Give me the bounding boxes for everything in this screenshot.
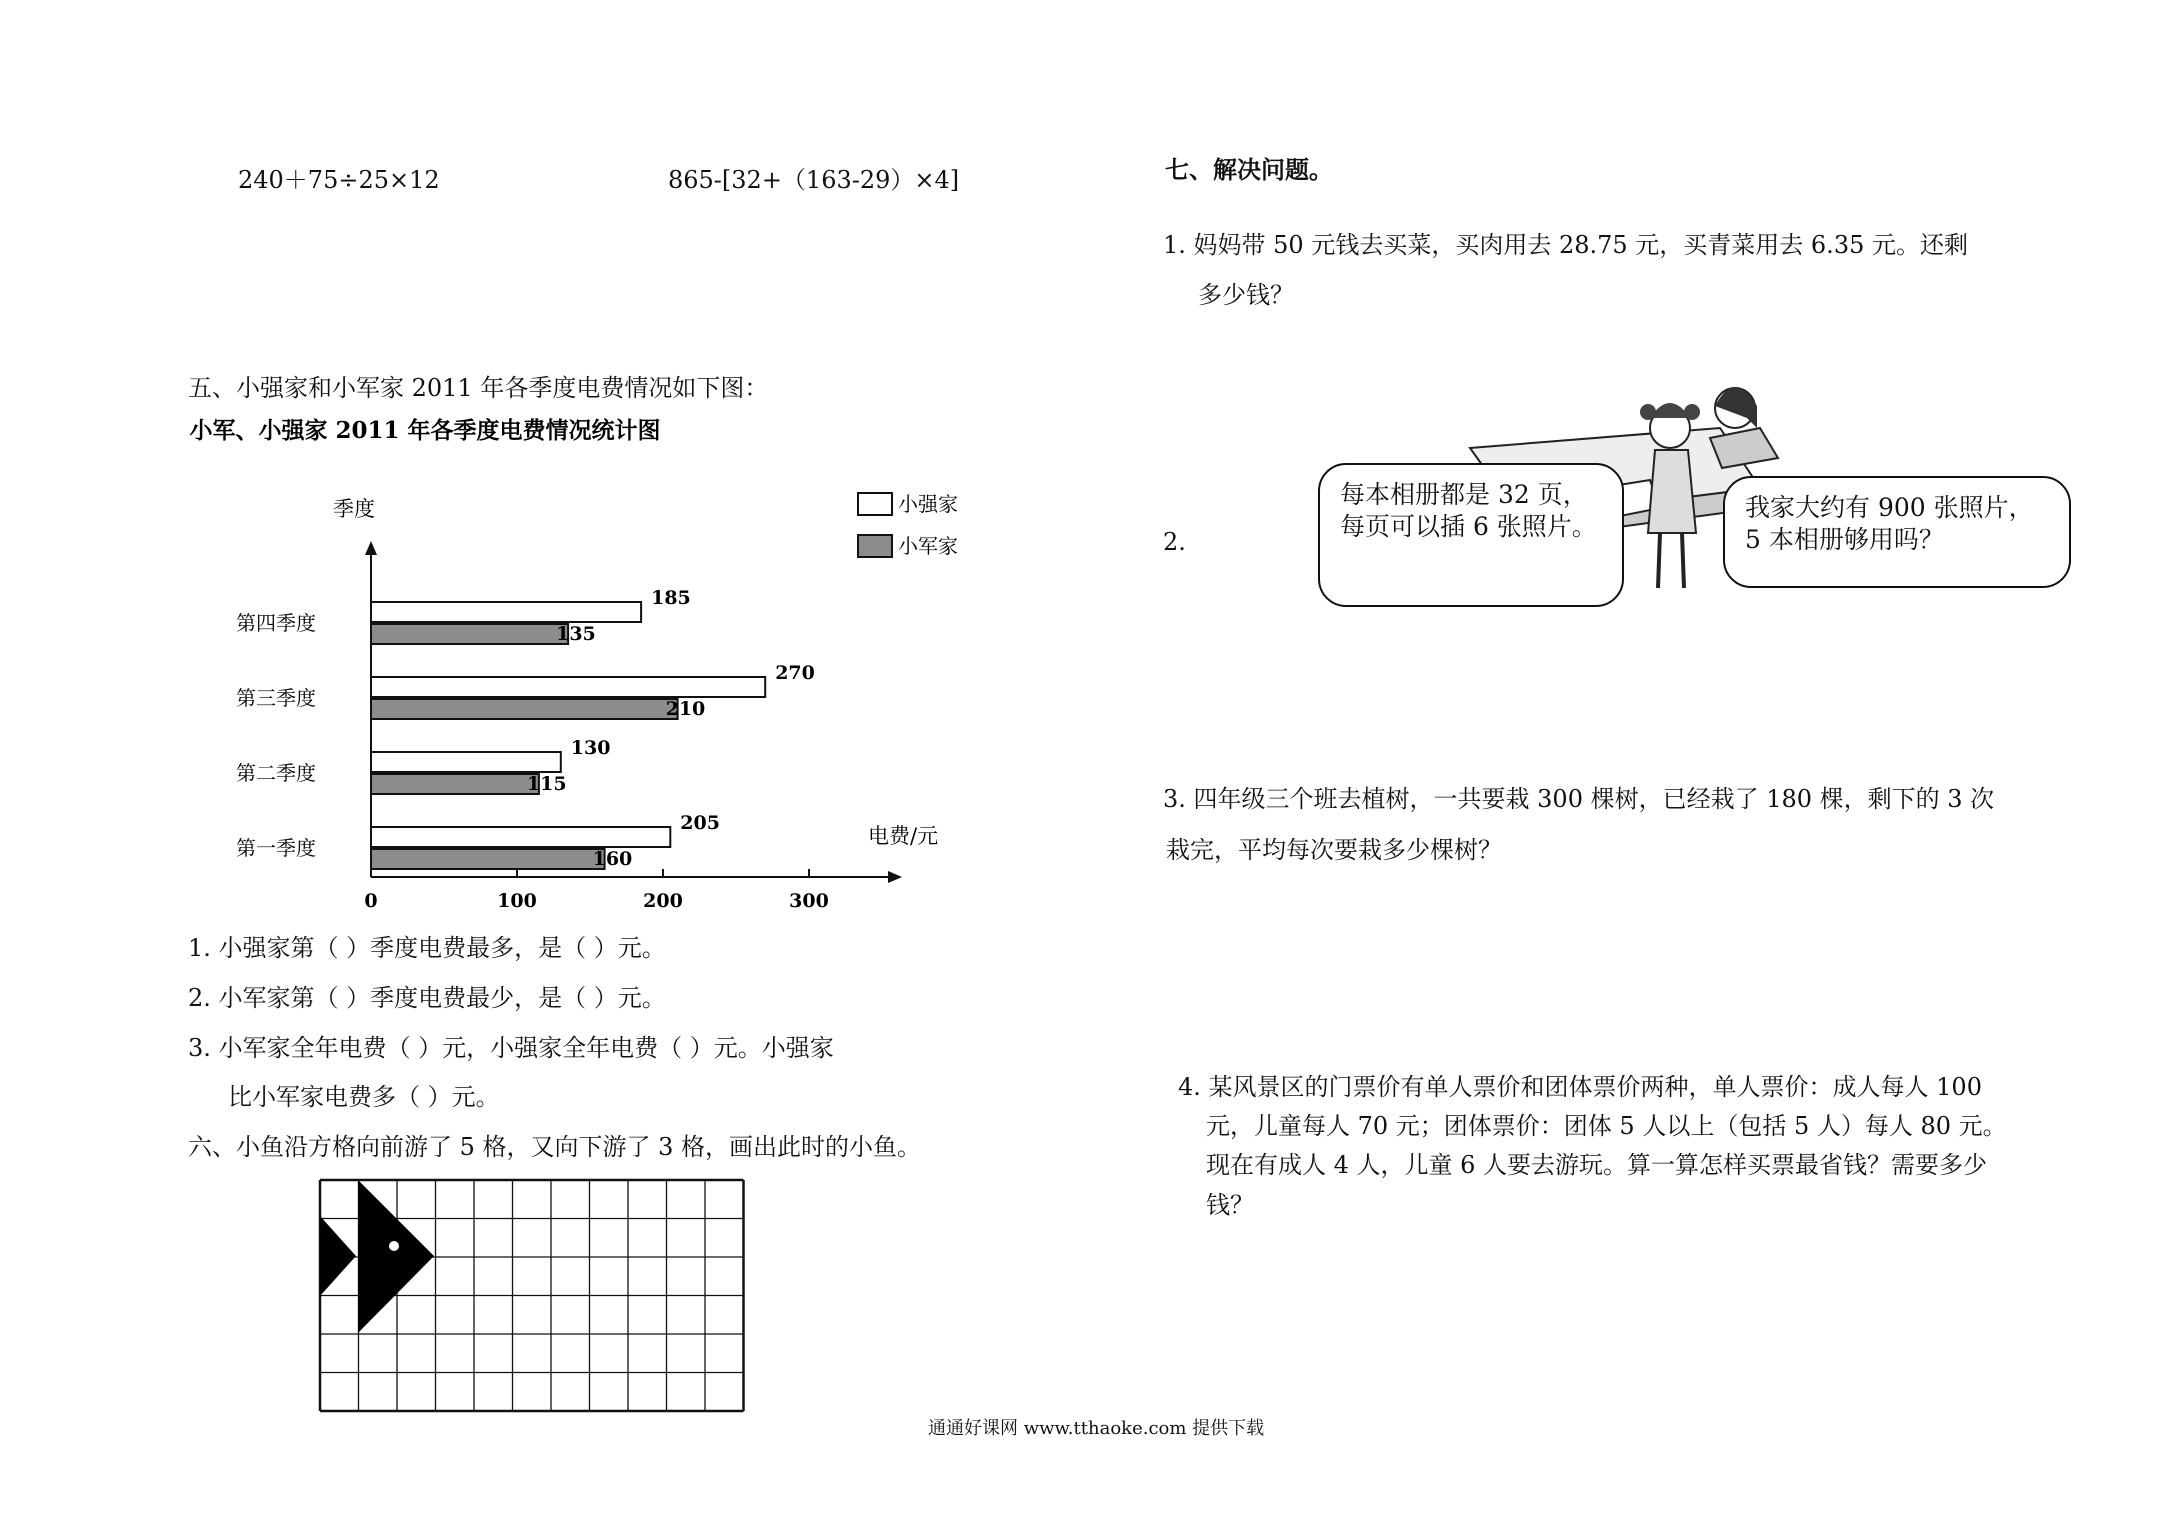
section-7-title: 七、解决问题。 bbox=[1165, 155, 1333, 184]
problem-4-line-1: 4. 某风景区的门票价有单人票价和团体票价两种，单人票价：成人每人 100 bbox=[1178, 1073, 1982, 1101]
fish-tail bbox=[320, 1216, 356, 1296]
bar-value-label: 205 bbox=[680, 812, 720, 834]
bar-小强家 bbox=[371, 602, 641, 622]
bar-value-label: 130 bbox=[570, 737, 611, 759]
expression-1: 240＋75÷25×12 bbox=[238, 166, 440, 194]
category-label: 第三季度 bbox=[236, 686, 316, 710]
x-tick-label: 200 bbox=[643, 890, 683, 912]
problem-4-line-3: 现在有成人 4 人，儿童 6 人要去游玩。算一算怎样买票最省钱？需要多少 bbox=[1206, 1151, 1988, 1179]
speech-bubble-left: 每本相册都是 32 页，每页可以插 6 张照片。 bbox=[1318, 463, 1624, 607]
footer-credit: 通通好课网 www.tthaoke.com 提供下载 bbox=[928, 1418, 1265, 1439]
chart-legend bbox=[858, 492, 958, 558]
bar-小强家 bbox=[371, 827, 670, 847]
chart-bars bbox=[236, 587, 815, 870]
y-axis-arrow bbox=[365, 541, 377, 555]
problem-4-line-2: 元，儿童每人 70 元；团体票价：团体 5 人以上（包括 5 人）每人 80 元。 bbox=[1206, 1112, 2007, 1140]
bar-小军家 bbox=[371, 699, 678, 719]
speech-bubble-right: 我家大约有 900 张照片，5 本相册够用吗？ bbox=[1723, 476, 2071, 588]
bar-小军家 bbox=[371, 774, 539, 794]
problem-1-line-2: 多少钱？ bbox=[1198, 281, 1294, 309]
question-2: 2. 小军家第（ ）季度电费最少，是（ ）元。 bbox=[188, 984, 666, 1012]
question-3-line-2: 比小军家电费多（ ）元。 bbox=[228, 1083, 500, 1111]
bar-value-label: 160 bbox=[592, 848, 633, 870]
x-axis-arrow bbox=[888, 871, 902, 883]
category-label: 第二季度 bbox=[236, 761, 316, 785]
problem-2-number: 2. bbox=[1163, 528, 1186, 556]
x-axis-label: 电费/元 bbox=[868, 824, 939, 848]
bar-value-label: 270 bbox=[775, 662, 815, 684]
section-6-title: 六、小鱼沿方格向前游了 5 格，又向下游了 3 格，画出此时的小鱼。 bbox=[188, 1133, 922, 1161]
legend-swatch bbox=[858, 535, 892, 557]
bar-value-label: 185 bbox=[651, 587, 691, 609]
bar-小军家 bbox=[371, 624, 568, 644]
bar-value-label: 115 bbox=[526, 773, 567, 795]
electricity-bar-chart bbox=[189, 405, 958, 925]
bar-小军家 bbox=[371, 849, 605, 869]
bar-value-label: 210 bbox=[665, 698, 706, 720]
fish-grid bbox=[318, 1178, 748, 1422]
question-1: 1. 小强家第（ ）季度电费最多，是（ ）元。 bbox=[188, 934, 666, 962]
category-label: 第四季度 bbox=[236, 611, 316, 635]
question-3-line-1: 3. 小军家全年电费（ ）元，小强家全年电费（ ）元。小强家 bbox=[188, 1034, 834, 1062]
chart-title: 小军、小强家 2011 年各季度电费情况统计图 bbox=[189, 417, 661, 444]
legend-label: 小强家 bbox=[898, 492, 958, 516]
category-label: 第一季度 bbox=[236, 836, 316, 860]
x-tick-label: 0 bbox=[364, 890, 378, 912]
expression-2: 865-[32+（163-29）×4] bbox=[668, 166, 960, 194]
bar-小强家 bbox=[371, 677, 765, 697]
y-axis-label: 季度 bbox=[333, 497, 375, 521]
problem-3-line-1: 3. 四年级三个班去植树，一共要栽 300 棵树，已经栽了 180 棵，剩下的 3 次 bbox=[1163, 785, 1995, 813]
fish-eye bbox=[389, 1241, 399, 1251]
fish-body bbox=[358, 1180, 434, 1333]
section-5-title: 五、小强家和小军家 2011 年各季度电费情况如下图： bbox=[188, 374, 769, 402]
bar-value-label: 135 bbox=[556, 623, 596, 645]
x-tick-label: 300 bbox=[789, 890, 829, 912]
legend-label: 小军家 bbox=[898, 534, 958, 558]
bar-小强家 bbox=[371, 752, 561, 772]
x-tick-label: 100 bbox=[497, 890, 537, 912]
problem-4-line-4: 钱？ bbox=[1206, 1191, 1254, 1219]
problem-3-line-2: 栽完，平均每次要栽多少棵树？ bbox=[1166, 836, 1502, 864]
legend-swatch bbox=[858, 493, 892, 515]
problem-1-line-1: 1. 妈妈带 50 元钱去买菜，买肉用去 28.75 元，买青菜用去 6.35 元。还剩 bbox=[1163, 231, 1968, 259]
